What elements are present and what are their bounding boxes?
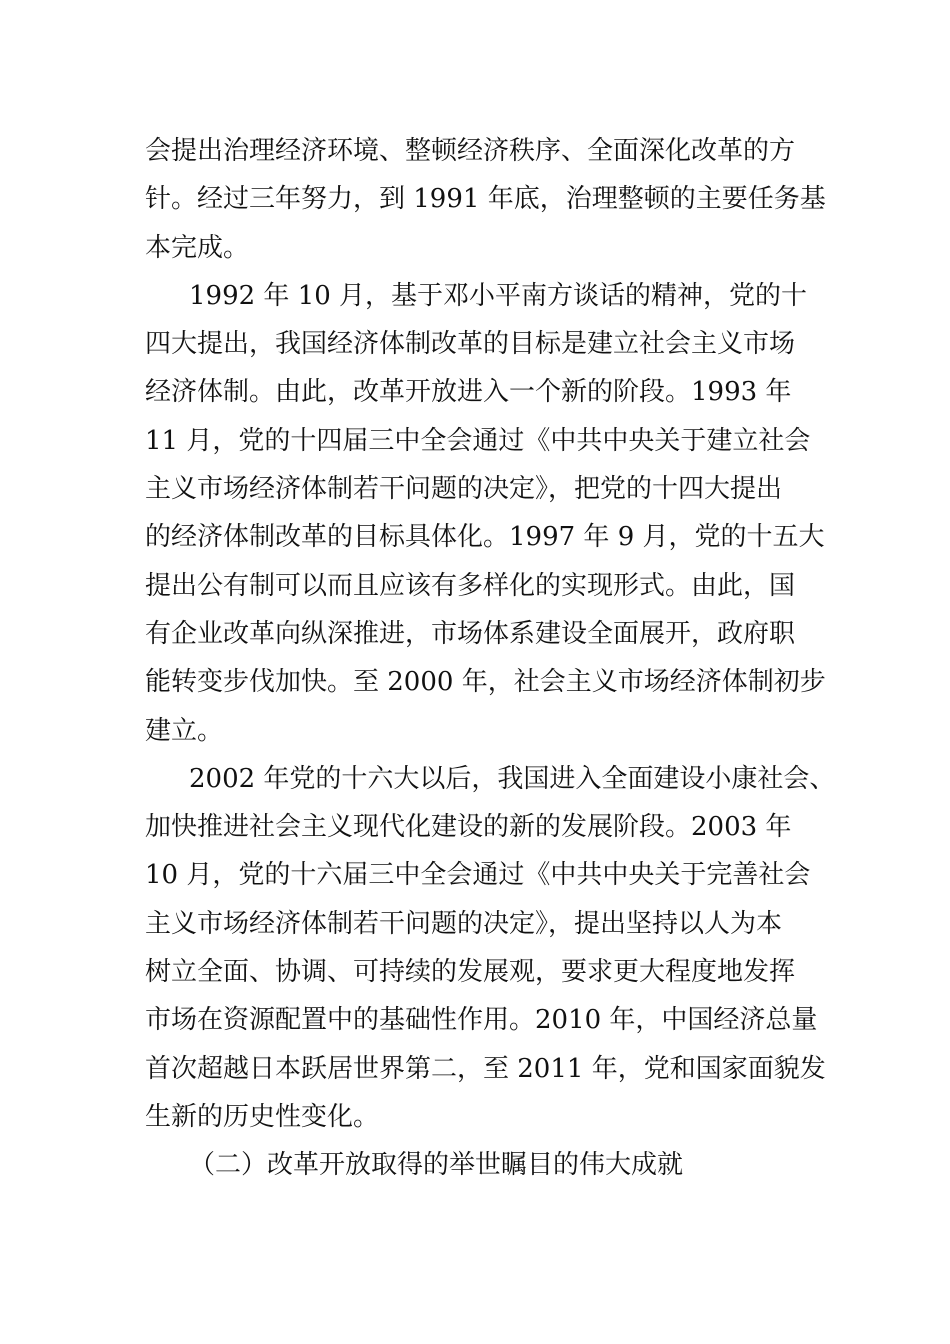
paragraph-2-line-2: 四大提出，我国经济体制改革的目标是建立社会主义市场	[145, 329, 796, 360]
paragraph-1-line-1: 会提出治理经济环境、整顿经济秩序、全面深化改革的方	[145, 136, 796, 166]
paragraph-2-line-9: 能转变步伐加快。至 2000 年，社会主义市场经济体制初步	[145, 667, 826, 698]
document-body	[145, 127, 835, 1190]
paragraph-2-line-5: 主义市场经济体制若干问题的决定》，把党的十四大提出	[145, 474, 783, 505]
paragraph-2-line-4: 11 月，党的十四届三中全会通过《中共中央关于建立社会	[145, 425, 811, 456]
paragraph-3-line-6: 市场在资源配置中的基础性作用。2010 年，中国经济总量	[145, 1005, 818, 1036]
paragraph-2-line-1: 1992 年 10 月，基于邓小平南方谈话的精神，党的十	[189, 280, 808, 311]
paragraph-1-line-2: 针。经过三年努力，到 1991 年底，治理整顿的主要任务基	[145, 184, 826, 215]
paragraph-2-line-7: 提出公有制可以而且应该有多样化的实现形式。由此，国	[145, 570, 796, 601]
paragraph-3-line-2: 加快推进社会主义现代化建设的新的发展阶段。2003 年	[145, 812, 792, 843]
paragraph-3-line-7: 首次超越日本跃居世界第二，至 2011 年，党和国家面貌发	[145, 1053, 826, 1084]
paragraph-3-line-4: 主义市场经济体制若干问题的决定》，提出坚持以人为本	[145, 908, 783, 939]
section-heading: （二）改革开放取得的举世瞩目的伟大成就	[189, 1150, 684, 1181]
paragraph-3-line-8: 生新的历史性变化。	[145, 1101, 380, 1132]
paragraph-3-line-5: 树立全面、协调、可持续的发展观，要求更大程度地发挥	[145, 957, 796, 988]
paragraph-2-line-6: 的经济体制改革的目标具体化。1997 年 9 月，党的十五大	[145, 522, 825, 553]
paragraph-1-line-3: 本完成。	[145, 232, 250, 263]
paragraph-3-line-3: 10 月，党的十六届三中全会通过《中共中央关于完善社会	[145, 860, 811, 891]
paragraph-2-line-10: 建立。	[145, 715, 224, 746]
paragraph-3-line-1: 2002 年党的十六大以后，我国进入全面建设小康社会、	[189, 763, 836, 794]
paragraph-2-line-3: 经济体制。由此，改革开放进入一个新的阶段。1993 年	[145, 377, 792, 408]
paragraph-2-line-8: 有企业改革向纵深推进，市场体系建设全面展开，政府职	[145, 618, 796, 649]
